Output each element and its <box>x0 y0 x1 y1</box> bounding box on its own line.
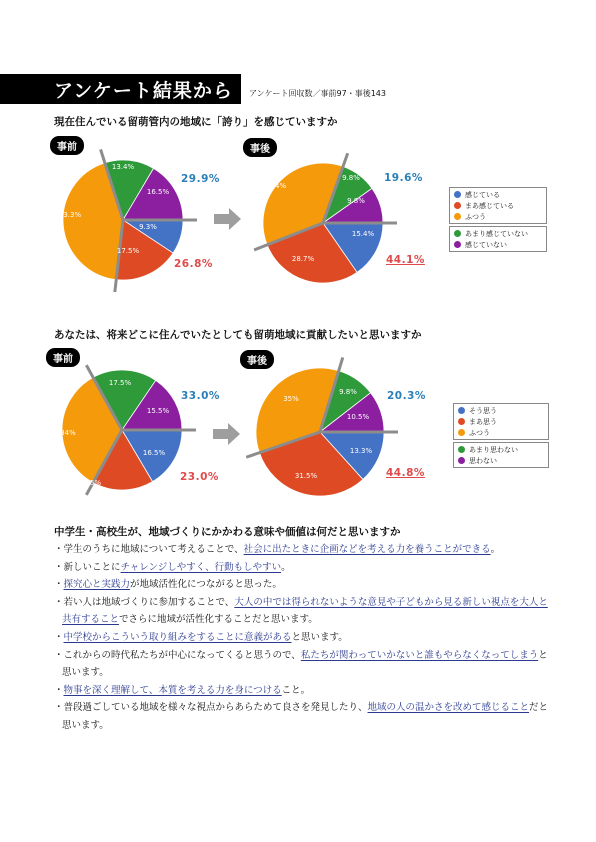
q2-after-pie-chart <box>246 356 406 506</box>
q2-before-pie-chart <box>50 355 200 505</box>
legend-dot <box>458 429 465 436</box>
comment-text: と思います。 <box>291 631 348 643</box>
highlighted-phrase: 大人の中では得られないような意見や子どもから見る新しい視点を大人と共有すること <box>62 596 548 626</box>
comments-title: 中学生・高校生が、地域づくりにかかわる意味や価値は何だと思いますか <box>54 526 401 538</box>
legend-label: 思わない <box>469 456 497 465</box>
highlighted-phrase: 私たちが関わっていかないと誰もやらなくなってしまう <box>300 649 539 661</box>
pie-slice-label: 15.5% <box>146 407 170 415</box>
legend-label: ふつう <box>469 428 490 437</box>
highlighted-phrase: 社会に出たときに企画などを考える力を養うことができる <box>243 544 491 555</box>
q1-before-positive-pct: 26.8% <box>174 258 213 270</box>
q1-legend <box>449 187 547 254</box>
legend-item <box>458 416 544 427</box>
pie-slice-label: 28.7% <box>291 255 315 263</box>
comment-item <box>54 576 554 594</box>
legend-item <box>454 211 542 222</box>
legend-dot <box>458 418 465 425</box>
legend-dot <box>454 213 461 220</box>
question-1-title: 現在住んでいる留萌管内の地域に「誇り」を感じていますか <box>54 116 338 128</box>
comment-item <box>54 594 554 629</box>
legend-item <box>458 405 544 416</box>
legend-dot <box>454 241 461 248</box>
right-arrow-icon <box>214 207 242 231</box>
legend-label: あまり感じていない <box>465 229 528 238</box>
pie-slice-label: 10.5% <box>346 413 370 421</box>
q1-after-negative-pct: 19.6% <box>384 172 423 184</box>
comment-text: ・これからの時代私たちが中心になってくると思うので、 <box>54 649 301 661</box>
highlighted-phrase: 中学校からこういう取り組みをすることに意義がある <box>63 631 292 643</box>
legend-item <box>454 239 542 250</box>
question-2-title: あなたは、将来どこに住んでいたとしても留萌地域に貢献したいと思いますか <box>54 329 422 341</box>
pie-slice-label: 16.5% <box>78 479 102 487</box>
legend-label: ふつう <box>465 212 486 221</box>
q2-after-positive-pct: 44.8% <box>386 467 425 479</box>
q1-after-positive-pct: 44.1% <box>386 254 425 266</box>
legend-dot <box>454 230 461 237</box>
q2-before-badge: 事前 <box>46 348 80 367</box>
legend-item <box>458 427 544 438</box>
pie-slice-label: 34% <box>60 429 76 437</box>
comment-item <box>54 647 554 682</box>
pie-slice-label: 35% <box>283 395 299 403</box>
comment-item <box>54 699 554 734</box>
highlighted-phrase: チャレンジしやすく、行動もしやすい <box>120 561 282 573</box>
comment-text: が地域活性化につながると思った。 <box>130 579 282 591</box>
legend-dot <box>458 407 465 414</box>
pie-slice-label: 17.5% <box>116 247 140 255</box>
comment-item <box>54 629 554 647</box>
legend-dot <box>458 446 465 453</box>
q2-before-negative-pct: 33.0% <box>181 390 220 402</box>
pie-slice-label: 16.5% <box>142 449 166 457</box>
comment-text: ・若い人は地域づくりに参加することで、 <box>54 596 235 608</box>
legend-item <box>458 444 544 455</box>
comment-text: ・普段過ごしている地域を様々な視点からあらためて良さを発見したり、 <box>54 702 368 714</box>
q1-after-pie-chart <box>245 145 405 295</box>
comment-text: だと思います。 <box>62 702 549 731</box>
comment-text: 。 <box>490 544 501 555</box>
comment-item <box>54 559 554 577</box>
q2-legend <box>453 403 549 470</box>
q2-after-negative-pct: 20.3% <box>387 390 426 402</box>
q2-after-badge: 事後 <box>240 350 274 369</box>
legend-dot <box>458 457 465 464</box>
q1-after-badge: 事後 <box>243 138 277 157</box>
response-count: アンケート回収数／事前97・事後143 <box>249 89 386 98</box>
legend-label: まあ感じている <box>465 201 514 210</box>
legend-item <box>454 228 542 239</box>
legend-dot <box>454 202 461 209</box>
pie-slice-label: 31.5% <box>294 472 318 480</box>
highlighted-phrase: 探究心と実践力 <box>63 579 131 591</box>
comment-text: ・ <box>54 631 64 643</box>
page-title: アンケート結果から <box>54 80 233 102</box>
q2-before-positive-pct: 23.0% <box>180 471 219 483</box>
legend-item <box>454 189 542 200</box>
legend-label: そう思う <box>469 406 497 415</box>
comment-list <box>54 541 554 735</box>
pie-slice-label: 17.5% <box>108 379 132 387</box>
q1-before-negative-pct: 29.9% <box>181 173 220 185</box>
legend-item <box>458 455 544 466</box>
comment-text: ・新しいことに <box>54 561 121 573</box>
legend-label: まあ思う <box>469 417 497 426</box>
legend-label: あまり思わない <box>469 445 518 454</box>
legend-label: 感じていない <box>465 240 507 249</box>
legend-item <box>454 200 542 211</box>
pie-slice-label: 9.3% <box>139 223 157 231</box>
comment-text: ・ <box>54 579 64 591</box>
legend-dot <box>454 191 461 198</box>
pie-slice-label: 13.3% <box>349 447 373 455</box>
right-arrow-icon <box>213 422 241 446</box>
comment-text: でさらに地域が活性化することだと思います。 <box>119 614 318 626</box>
pie-slice-label: 9.8% <box>339 388 357 396</box>
pie-slice-label: 9.8% <box>342 174 360 182</box>
pie-slice-label: 9.8% <box>347 197 365 205</box>
legend-label: 感じている <box>465 190 500 199</box>
comment-item <box>54 541 554 559</box>
comment-text: ・学生のうちに地域について考えることで、 <box>54 544 244 555</box>
pie-slice-label: 16.5% <box>146 188 170 196</box>
pie-slice-label: 15.4% <box>351 230 375 238</box>
comment-text: 。 <box>281 561 291 573</box>
comment-text: と思います。 <box>62 649 548 679</box>
q1-before-badge: 事前 <box>50 136 84 155</box>
comment-text: ・ <box>54 684 64 696</box>
pie-slice-label: 36.4% <box>263 182 287 190</box>
highlighted-phrase: 物事を深く理解して、本質を考える力を身につける <box>63 684 282 696</box>
pie-slice-label: 43.3% <box>58 211 82 219</box>
comment-text: こと。 <box>281 684 311 696</box>
pie-slice-label: 13.4% <box>111 163 135 171</box>
highlighted-phrase: 地域の人の温かさを改めて感じること <box>367 702 530 714</box>
comment-item <box>54 682 554 700</box>
